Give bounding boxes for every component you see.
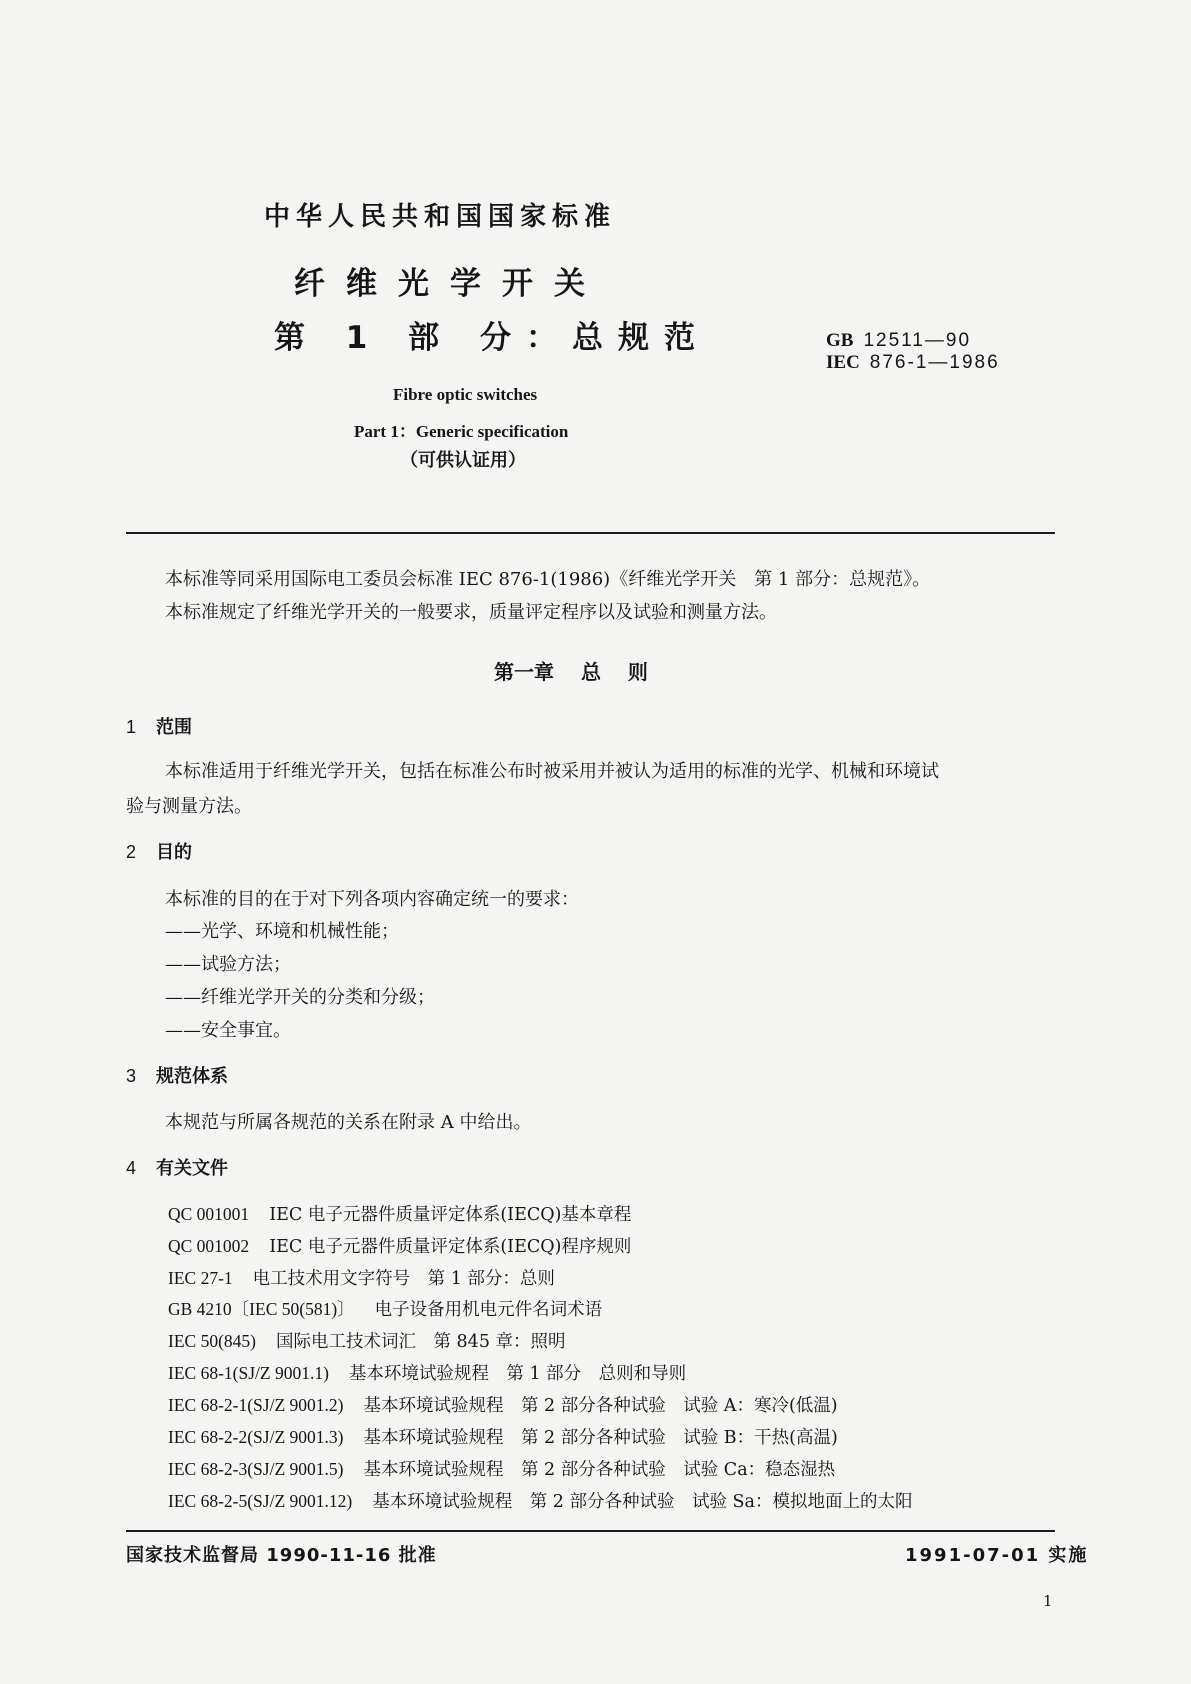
reference-item [168,1456,835,1481]
chapter-heading: 第一章 总 则 [494,660,648,684]
section-number: 3 [126,1066,137,1086]
reference-item [168,1328,566,1353]
iec-prefix: IEC [826,352,860,373]
reference-title: 国际电工技术词汇 第 845 章：照明 [275,1332,566,1352]
reference-item [168,1488,912,1513]
national-standard-heading: 中华人民共和国国家标准 [264,202,617,232]
section-heading-purpose [126,838,192,864]
iec-standard-code [826,352,1000,374]
reference-item [168,1201,631,1226]
header-divider [126,532,1055,534]
list-item: ——光学、环境和机械性能； [165,921,399,942]
effective-date: 1991-07-01 实施 [905,1545,1089,1566]
purpose-paragraph: 本标准的目的在于对下列各项内容确定统一的要求： [165,889,579,910]
reference-item [168,1392,838,1417]
section-title: 规范体系 [156,1066,228,1087]
iec-number: 876-1—1986 [869,352,1000,373]
reference-title: 电子设备用机电元件名词术语 [374,1300,603,1320]
english-part-title: Part 1：Generic specification [354,422,569,441]
certification-note: （可供认证用） [400,450,526,471]
document-subtitle: 第 1 部 分：总规范 [274,320,710,356]
reference-item [168,1424,838,1449]
list-item: ——试验方法； [165,954,291,975]
reference-code: IEC 68-1(SJ/Z 9001.1) [168,1363,329,1383]
reference-code: IEC 27-1 [168,1268,233,1288]
gb-prefix: GB [826,330,854,351]
reference-code: IEC 50(845) [168,1331,256,1351]
reference-code: QC 001002 [168,1236,250,1256]
reference-title: 基本环境试验规程 第 2 部分各种试验 试验 Ca：稳态湿热 [363,1460,836,1480]
section-title: 有关文件 [156,1158,228,1179]
section-title: 范围 [156,717,192,738]
approval-date: 国家技术监督局 1990-11-16 批准 [126,1545,437,1566]
english-title: Fibre optic switches [393,385,538,404]
page-number: 1 [1043,1592,1053,1610]
list-item: ——安全事宜。 [165,1020,291,1041]
section-number: 1 [126,717,137,737]
scope-paragraph-line1: 本标准适用于纤维光学开关，包括在标准公布时被采用并被认为适用的标准的光学、机械和环境试 [165,761,939,782]
reference-title: 基本环境试验规程 第 2 部分各种试验 试验 B：干热(高温) [363,1428,838,1448]
reference-code: IEC 68-2-1(SJ/Z 9001.2) [168,1395,344,1415]
section-number: 4 [126,1158,137,1178]
reference-title: 电工技术用文字符号 第 1 部分：总则 [252,1269,555,1289]
intro-paragraph-1: 本标准等同采用国际电工委员会标准 IEC 876-1(1986)《纤维光学开关 第 1 部分：总规范》。 [165,569,931,590]
document-title: 纤维光学开关 [294,266,606,302]
reference-code: GB 4210〔IEC 50(581)〕 [168,1299,355,1319]
reference-title: 基本环境试验规程 第 2 部分各种试验 试验 Sa：模拟地面上的太阳 [372,1492,913,1512]
reference-title: IEC 电子元器件质量评定体系(IECQ)程序规则 [269,1237,632,1257]
reference-item [168,1265,555,1290]
section-heading-related-documents [126,1154,228,1180]
gb-number: 12511—90 [863,330,972,351]
reference-title: IEC 电子元器件质量评定体系(IECQ)基本章程 [269,1205,632,1225]
reference-title: 基本环境试验规程 第 2 部分各种试验 试验 A：寒冷(低温) [363,1396,838,1416]
footer-divider [126,1530,1055,1532]
reference-item [168,1360,686,1385]
reference-code: IEC 68-2-2(SJ/Z 9001.3) [168,1427,344,1447]
reference-item [168,1233,631,1258]
reference-code: QC 001001 [168,1204,250,1224]
reference-item [168,1296,602,1321]
reference-code: IEC 68-2-5(SJ/Z 9001.12) [168,1491,353,1511]
section-heading-scope [126,713,192,739]
section-title: 目的 [156,842,192,863]
section-number: 2 [126,842,137,862]
section-heading-spec-system [126,1062,228,1088]
scope-paragraph-line2: 验与测量方法。 [126,796,252,817]
intro-paragraph-2: 本标准规定了纤维光学开关的一般要求，质量评定程序以及试验和测量方法。 [165,602,777,623]
list-item: ——纤维光学开关的分类和分级； [165,987,435,1008]
spec-system-paragraph: 本规范与所属各规范的关系在附录 A 中给出。 [165,1112,532,1133]
reference-title: 基本环境试验规程 第 1 部分 总则和导则 [348,1364,687,1384]
gb-standard-code [826,330,971,352]
reference-code: IEC 68-2-3(SJ/Z 9001.5) [168,1459,344,1479]
